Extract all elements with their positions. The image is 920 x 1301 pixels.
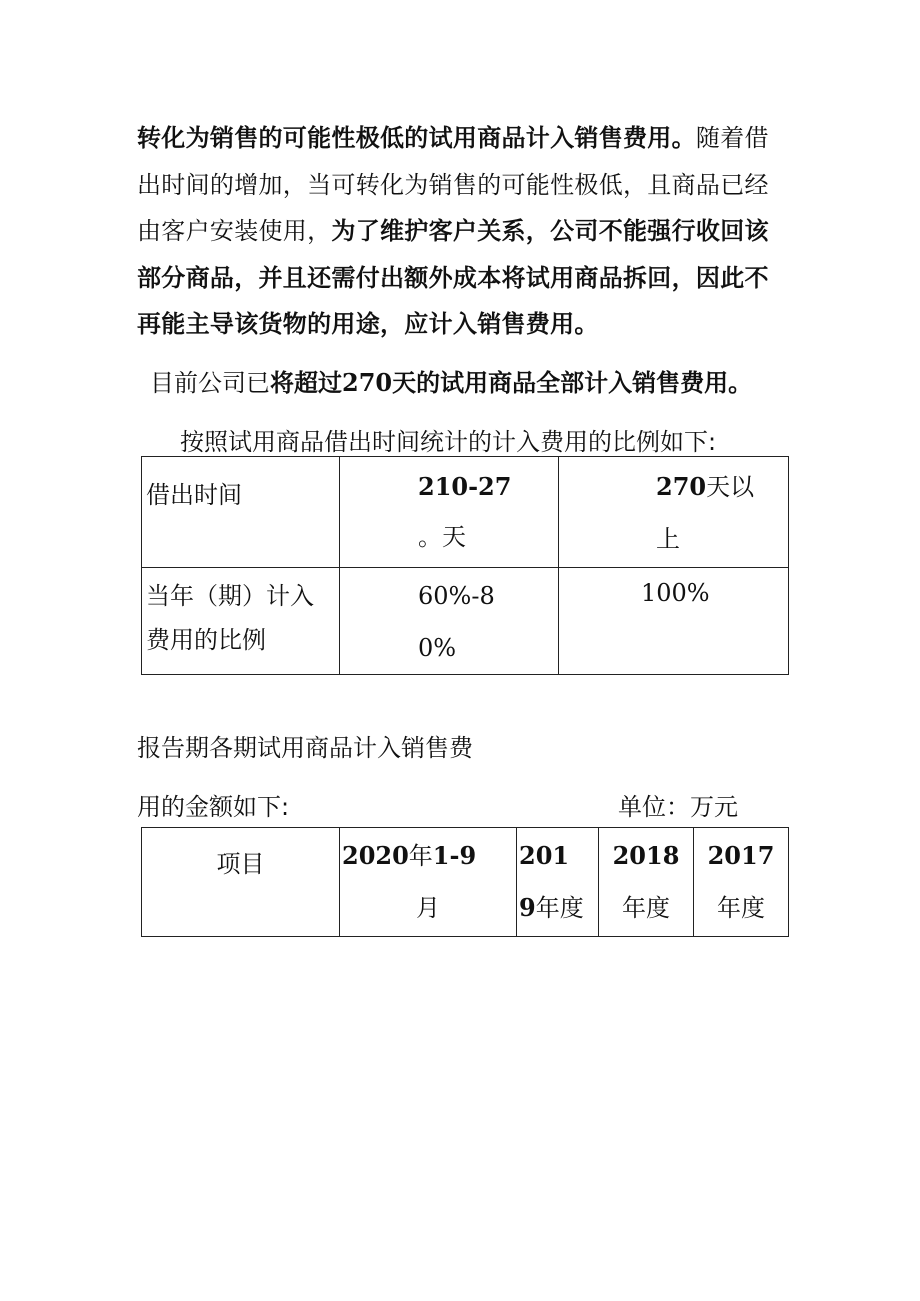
header-2020-jan-sep: [340, 828, 517, 937]
paragraph2-bold-b: 天的试用商品全部计入销售费用。: [392, 369, 753, 397]
header-over-270-days: [559, 457, 789, 568]
row-label-line1: 当年（期）计入: [146, 582, 314, 610]
ratio-210-270-line1: 60%-8: [418, 582, 495, 610]
paragraph-bold-lead: 转化为销售的可能性极低的试用商品计入销售费用。: [137, 124, 696, 152]
header-2018-line1: 2018: [612, 841, 680, 870]
header-2020-num: 2020: [342, 841, 409, 870]
table1-intro: 按照试用商品借出时间统计的计入费用的比例如下:: [180, 428, 717, 456]
expense-table-header-row: [142, 828, 789, 937]
paragraph-bold-tail: 为了维护客户关系，公司不能强行收回该部分商品，并且还需付出额外成本将试用商品拆回，因此不再能主导该货物的用途，应计入销售费用。: [137, 217, 769, 338]
header-2017-line2: 年度: [717, 894, 765, 922]
header-item: 项目: [142, 828, 340, 937]
table2-intro-line2: 用的金额如下:: [137, 793, 290, 821]
header-210-270-days: [340, 457, 559, 568]
row-ratio-over-270: [559, 568, 789, 675]
paragraph-trial-goods-expense: [137, 115, 787, 348]
row-ratio-210-270: [340, 568, 559, 675]
header-2019-year-label: 年度: [535, 894, 584, 922]
header-borrow-time: 借出时间: [142, 457, 340, 568]
header-210-270-line2: 。天: [418, 523, 466, 551]
paragraph2-normal: 目前公司已: [150, 369, 270, 397]
ratio-210-270-line2: 0%: [418, 634, 457, 662]
expense-amount-table: [141, 827, 789, 937]
header-2018: [599, 828, 694, 937]
header-2020-range: 1-9: [432, 841, 477, 870]
paragraph-normal-mid: 随着借出时间的增加，当可转化为销售的可能性极低，且商品已经由客户安装使用，: [137, 124, 769, 245]
row-label-line2: 费用的比例: [146, 626, 266, 654]
ratio-table: [141, 456, 789, 675]
header-2018-line2: 年度: [622, 894, 670, 922]
header-2019-line1: 201: [519, 841, 570, 870]
header-210-270-line1: 210-27: [418, 472, 512, 501]
ratio-table-row: [142, 568, 789, 675]
header-2019-digit: 9: [519, 893, 536, 922]
header-2020-month: 月: [416, 894, 440, 922]
header-over-270-line2: 上: [656, 525, 680, 553]
paragraph2-bold-a: 将超过: [270, 369, 342, 397]
header-2019: [517, 828, 599, 937]
row-label-expense-ratio: [142, 568, 340, 675]
ratio-table-header-row: [142, 457, 789, 568]
table2-intro-line1: 报告期各期试用商品计入销售费: [137, 734, 473, 762]
unit-label: 单位：万元: [618, 793, 738, 821]
header-2020-year: 年: [408, 842, 433, 870]
header-2017: [694, 828, 789, 937]
header-over-270-text: 天以: [706, 473, 755, 501]
header-2017-line1: 2017: [707, 841, 775, 870]
paragraph-270-days: [150, 363, 752, 398]
paragraph2-bold-num: 270: [342, 368, 393, 397]
ratio-over-270-value: 100%: [641, 579, 710, 607]
header-over-270-num: 270: [656, 472, 707, 501]
